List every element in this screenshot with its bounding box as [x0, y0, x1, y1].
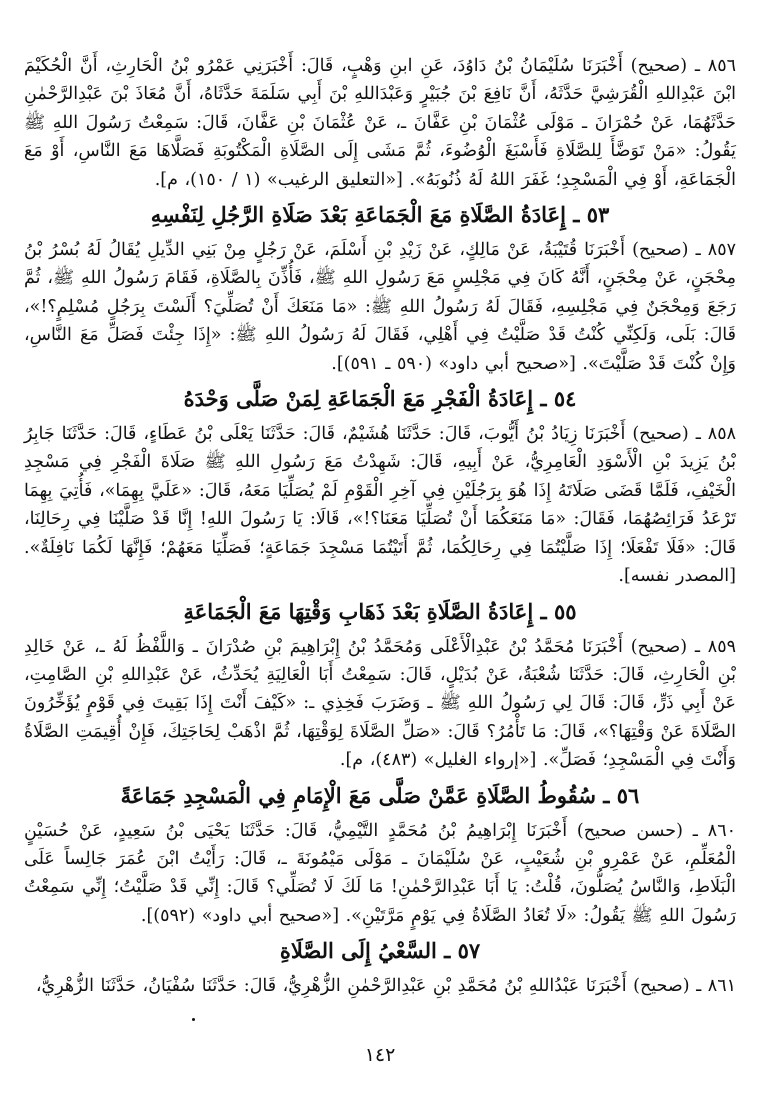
hadith-paragraph: ٨٥٧ ـ (صحيح) أَخْبَرَنَا قُتَيْبَةُ، عَنْ مَالِكٍ، عَنْ زَيْدِ بْنِ أَسْلَمَ، عَنْ رَجُلٍ مِنْ بَنِي الدِّيلِ يُقَالُ لَهُ بُسْرُ بْنُ مِحْجَنٍ، عَنْ مِحْجَنٍ، أَنَّهُ كَانَ فِي مَجْلِسٍ مَعَ رَسُولِ اللهِ ﷺ، فَأُذِّنَ بِالصَّلَاةِ، فَقَامَ رَسُولُ اللهِ ﷺ، ثُمَّ رَجَعَ وَمِحْجَنٌ فِي مَجْلِسِهِ، فَقَالَ لَهُ رَسُولُ اللهِ ﷺ: «مَا مَنَعَكَ أَنْ تُصَلِّيَ؟ أَلَسْتَ بِرَجُلٍ مُسْلِمٍ؟!»، قَالَ: بَلَى، وَلَكِنِّي كُنْتُ قَدْ صَلَّيْتُ فِي أَهْلِي، فَقَالَ لَهُ رَسُولُ اللهِ ﷺ: «إِذَا جِئْتَ فَصَلِّ مَعَ النَّاسِ، وَإِنْ كُنْتَ قَدْ صَلَّيْتَ». [«صحيح أبي داود» (٥٩٠ ـ ٥٩١)]. [24, 240, 736, 374]
hadith-paragraph: ٨٥٦ ـ (صحيح) أَخْبَرَنَا سُلَيْمَانُ بْنُ دَاوُدَ، عَنِ ابنِ وَهْبٍ، قَالَ: أَخْبَرَنِي عَمْرُو بْنُ الْحَارِثِ، أَنَّ الْحُكَيْمَ ابْنَ عَبْدِاللهِ الْقُرَشِيَّ حَدَّثَهُ، أَنَّ نَافِعَ بْنَ جُبَيْرٍ وَعَبْدَاللهِ بْنَ أَبِي سَلَمَةَ حَدَّثَاهُ، أَنَّ مُعَاذَ بْنَ عَبْدِالرَّحْمٰنِ حَدَّثَهُمَا، عَنْ حُمْرَانَ ـ مَوْلَى عُثْمَانَ بْنِ عَفَّانَ ـ، عَنْ عُثْمَانَ بْنِ عَفَّانَ، قَالَ: سَمِعْتُ رَسُولَ اللهِ ﷺ يَقُولُ: «مَنْ تَوَضَّأَ لِلصَّلَاةِ فَأَسْبَغَ الْوُضُوءَ، ثُمَّ مَشَى إِلَى الصَّلَاةِ الْمَكْتُوبَةِ فَصَلَّاهَا مَعَ النَّاسِ، أَوْ مَعَ الْجَمَاعَةِ، أَوْ فِي الْمَسْجِدِ؛ غَفَرَ اللهُ لَهُ ذُنُوبَهُ». [«التعليق الرغيب» (١ / ١٥٠)، م]. [24, 56, 736, 190]
hadith-paragraph: ٨٦١ ـ (صحيح) أَخْبَرَنَا عَبْدُاللهِ بْنُ مُحَمَّدِ بْنِ عَبْدِالرَّحْمٰنِ الزُّهْرِيُّ، قَالَ: حَدَّثَنَا سُفْيَانُ، حَدَّثَنَا الزُّهْرِيُّ، [35, 976, 736, 997]
chapter-heading: ٥٧ ـ السَّعْيُ إِلَى الصَّلَاةِ [279, 938, 481, 964]
chapter-heading: ٥٤ ـ إِعَادَةُ الْفَجْرِ مَعَ الْجَمَاعَةِ لِمَنْ صَلَّى وَحْدَهُ [183, 386, 577, 412]
hadith-paragraph: ٨٥٩ ـ (صحيح) أَخْبَرَنَا مُحَمَّدُ بْنُ عَبْدِالْأَعْلَى وَمُحَمَّدُ بْنُ إِبْرَاهِيمَ بْنِ صُدْرَانَ ـ وَاللَّفْظُ لَهُ ـ، عَنْ خَالِدِ بْنِ الْحَارِثِ، قَالَ: حَدَّثَنَا شُعْبَةُ، عَنْ بُدَيْلٍ، قَالَ: سَمِعْتُ أَبَا الْعَالِيَةِ يُحَدِّثُ، عَنْ عَبْدِاللهِ بْنِ الصَّامِتِ، عَنْ أَبِي ذَرٍّ، قَالَ: قَالَ لِي رَسُولُ اللهِ ﷺ ـ وَضَرَبَ فَخِذِي ـ: «كَيْفَ أَنْتَ إِذَا بَقِيتَ فِي قَوْمٍ يُؤَخِّرُونَ الصَّلَاةَ عَنْ وَقْتِهَا؟»، قَالَ: مَا تَأْمُرُ؟ قَالَ: «صَلِّ الصَّلَاةَ لِوَقْتِهَا، ثُمَّ اذْهَبْ لِحَاجَتِكَ، فَإِنْ أُقِيمَتِ الصَّلَاةُ وَأَنْتَ فِي الْمَسْجِدِ؛ فَصَلِّ». [«إرواء الغليل» (٤٨٣)، م]. [24, 636, 736, 771]
hadith-paragraph: ٨٥٨ ـ (صحيح) أَخْبَرَنَا زِيَادُ بْنُ أَيُّوبَ، قَالَ: حَدَّثَنَا هُشَيْمٌ، قَالَ: حَدَّثَنَا يَعْلَى بْنُ عَطَاءٍ، قَالَ: حَدَّثَنَا جَابِرُ بْنُ يَزِيدَ بْنِ الْأَسْوَدِ الْعَامِرِيُّ، عَنْ أَبِيهِ، قَالَ: شَهِدْتُ مَعَ رَسُولِ اللهِ ﷺ صَلَاةَ الْفَجْرِ فِي مَسْجِدِ الْخَيْفِ، فَلَمَّا قَضَى صَلَاتَهُ إِذَا هُوَ بِرَجُلَيْنِ فِي آخِرِ الْقَوْمِ لَمْ يُصَلِّيَا مَعَهُ، قَالَ: «عَلَيَّ بِهِمَا»، فَأُتِيَ بِهِمَا تَرْعَدُ فَرَائِصُهُمَا، فَقَالَ: «مَا مَنَعَكُمَا أَنْ تُصَلِّيَا مَعَنَا؟!»، قَالَا: يَا رَسُولَ اللهِ! إِنَّا قَدْ صَلَّيْنَا فِي رِحَالِنَا، قَالَ: «فَلَا تَفْعَلَا؛ إِذَا صَلَّيْتُمَا فِي رِحَالِكُمَا، ثُمَّ أَتَيْتُمَا مَسْجِدَ جَمَاعَةٍ؛ فَصَلِّيَا مَعَهُمْ؛ فَإِنَّهَا لَكُمَا نَافِلَةٌ». [المصدر نفسه]. [24, 424, 736, 587]
page-content [24, 52, 736, 1001]
hadith-paragraph: ٨٦٠ ـ (حسن صحيح) أَخْبَرَنَا إِبْرَاهِيمُ بْنُ مُحَمَّدٍ التَّيْمِيُّ، قَالَ: حَدَّثَنَا يَحْيَى بْنُ سَعِيدٍ، عَنْ حُسَيْنٍ الْمُعَلِّمِ، عَنْ عَمْرِو بْنِ شُعَيْبٍ، عَنْ سُلَيْمَانَ ـ مَوْلَى مَيْمُونَةَ ـ، قَالَ: رَأَيْتُ ابْنَ عُمَرَ جَالِساً عَلَى الْبَلَاطِ، وَالنَّاسُ يُصَلُّونَ، قُلْتُ: يَا أَبَا عَبْدِالرَّحْمٰنِ! مَا لَكَ لَا تُصَلِّي؟ قَالَ: إِنِّي قَدْ صَلَّيْتُ؛ إِنِّي سَمِعْتُ رَسُولَ اللهِ ﷺ يَقُولُ: «لَا تُعَادُ الصَّلَاةُ فِي يَوْمٍ مَرَّتَيْنِ». [«صحيح أبي داود» (٥٩٢)]. [24, 820, 736, 926]
page-number: ١٤٢ [364, 1044, 396, 1066]
chapter-heading: ٥٦ ـ سُقُوطُ الصَّلَاةِ عَمَّنْ صَلَّى مَعَ الْإِمَامِ فِي الْمَسْجِدِ جَمَاعَةً [120, 782, 640, 808]
print-dot-mark [192, 1018, 195, 1021]
chapter-heading: ٥٣ ـ إِعَادَةُ الصَّلَاةِ مَعَ الْجَمَاعَةِ بَعْدَ صَلَاةِ الرَّجُلِ لِنَفْسِهِ [150, 202, 610, 228]
chapter-heading: ٥٥ ـ إِعَادَةُ الصَّلَاةِ بَعْدَ ذَهَابِ وَقْتِهَا مَعَ الْجَمَاعَةِ [183, 598, 577, 624]
